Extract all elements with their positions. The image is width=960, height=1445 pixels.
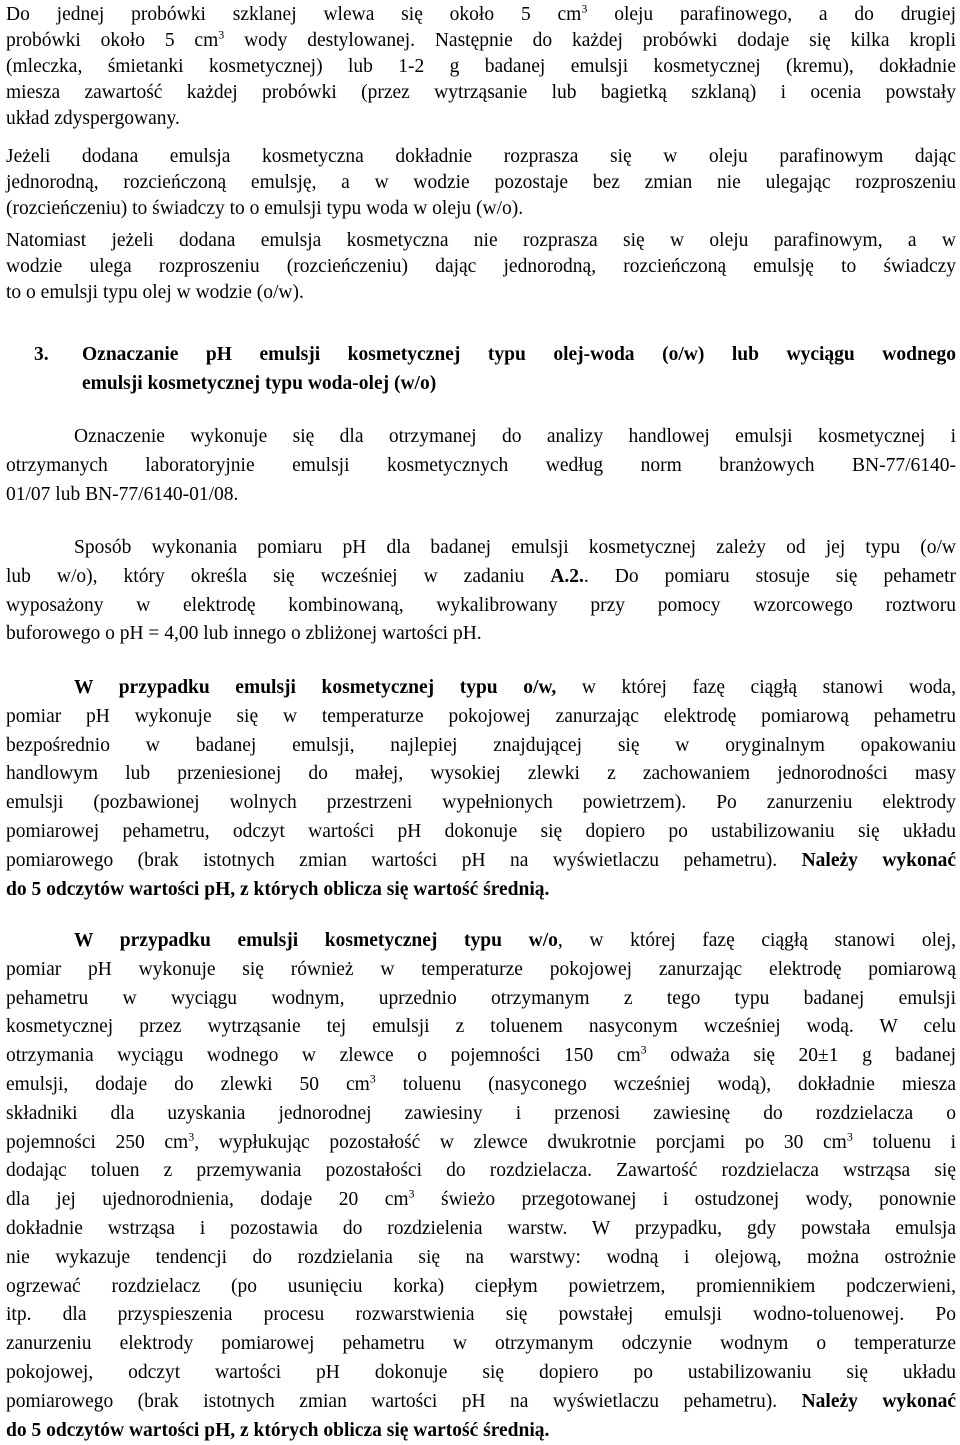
text-line: Jeżeli dodana emulsja kosmetyczna dokładnie rozprasza się w oleju parafinowym dając	[6, 146, 956, 167]
text-line: Sposób wykonania pomiaru pH dla badanej emulsji kosmetycznej zależy od jej typu (o/w	[74, 537, 956, 558]
text-line: dla jej ujednorodnienia, dodaje 20 $cm^3$ świeżo przegotowanej i ostudzonej wody, ponownie	[6, 1186, 956, 1211]
text-line: pomiarowego (brak istotnych zmian wartości pH na wyświetlaczu pehametru). Należy wykonać	[6, 1390, 956, 1412]
text-line: jednorodną, rozcieńczoną emulsję, a w wodzie pozostaje bez zmian nie ulegając rozproszeniu	[6, 172, 956, 193]
text-line: do 5 odczytów wartości pH, z których oblicza się wartość średnią.	[6, 878, 550, 900]
text-line: W przypadku emulsji kosmetycznej typu o/w, w której fazę ciągłą stanowi woda,	[74, 677, 956, 698]
text-line: otrzymanych laboratoryjnie emulsji kosmetycznych według norm branżowych BN-77/6140-	[6, 454, 956, 476]
text-line: do 5 odczytów wartości pH, z których oblicza się wartość średnią.	[6, 1419, 550, 1441]
text-line: dodając toluen z przemywania pozostałości do rozdzielacza. Zawartość rozdzielacza wstrząsa się	[6, 1160, 956, 1182]
text-line: lub w/o), który określa się wcześniej w zadaniu A.2.. Do pomiaru stosuje się pehametr	[6, 565, 956, 587]
text-line: składniki dla uzyskania jednorodnej zawiesiny i przenosi zawiesinę do rozdzielacza o	[6, 1102, 956, 1124]
text-line: pokojowej, odczyt wartości pH dokonuje się dopiero po ustabilizowaniu się układu	[6, 1361, 956, 1383]
text-line: zanurzeniu elektrody pomiarowej pehametru w otrzymanym odczynie wodnym o temperaturze	[6, 1333, 956, 1355]
text-line: emulsji (pozbawionej wolnych przestrzeni wypełnionych powietrzem). Po zanurzeniu elektrody	[6, 792, 956, 814]
text-line: (rozcieńczeniu) to świadczy to o emulsji typu woda w oleju (w/o).	[6, 198, 524, 219]
text-line: układ zdyspergowany.	[6, 108, 180, 129]
paragraph-sample-preparation	[6, 2, 956, 132]
paragraph-wo-result	[6, 144, 956, 222]
text-line: pehametru w wyciągu wodnym, uprzednio otrzymanym z tego typu badanej emulsji	[6, 987, 956, 1009]
heading-line-1: 3. Oznaczanie pH emulsji kosmetycznej typu olej-woda (o/w) lub wyciągu wodnego	[34, 340, 956, 369]
text-line: pomiarowego (brak istotnych zmian wartości pH na wyświetlaczu pehametru). Należy wykonać	[6, 849, 956, 871]
text-line: Oznaczenie wykonuje się dla otrzymanej do analizy handlowej emulsji kosmetycznej i	[74, 426, 956, 447]
text-line: emulsji, dodaje do zlewki 50 $cm^3$ toluenu (nasyconego wcześniej wodą), dokładnie miesza	[6, 1071, 956, 1095]
text-line: pojemności 250 $cm^3$, wypłukując pozostałość w zlewce dwukrotnie porcjami po 30 $cm^3$ toluenu i	[6, 1129, 956, 1153]
text-line: ogrzewać rozdzielacz (po usunięciu korka) ciepłym powietrzem, promiennikiem podczerwieni,	[6, 1275, 956, 1297]
text-line: W przypadku emulsji kosmetycznej typu w/o, w której fazę ciągłą stanowi olej,	[74, 930, 956, 951]
heading-line-2: emulsji kosmetycznej typu woda-olej (w/o)	[82, 373, 437, 394]
text-line: buforowego o pH = 4,00 lub innego o zbliżonej wartości pH.	[6, 623, 482, 645]
text-line: (mleczka, śmietanki kosmetycznej) lub 1-2 g badanej emulsji kosmetycznej (kremu), dokładnie	[6, 56, 956, 77]
text-line: wodzie ulega rozproszeniu (rozcieńczeniu) dając jednorodną, rozcieńczoną emulsję to świadczy	[6, 256, 956, 277]
text-line: to o emulsji typu olej w wodzie (o/w).	[6, 282, 304, 303]
text-line: handlowym lub przeniesionej do małej, wysokiej zlewki z zachowaniem jednorodności masy	[6, 763, 956, 785]
text-line: pomiarowej pehametru, odczyt wartości pH dokonuje się dopiero po ustabilizowaniu się układu	[6, 820, 956, 842]
text-line: wyposażony w elektrodę kombinowaną, wykalibrowany przy pomocy wzorcowego roztworu	[6, 594, 956, 616]
section-heading	[34, 340, 956, 398]
text-line: kosmetycznej przez wytrząsanie tej emulsji z toluenem nasyconym wcześniej wodą. W celu	[6, 1016, 956, 1038]
text-line: 01/07 lub BN-77/6140-01/08.	[6, 483, 239, 505]
text-line: pomiar pH wykonuje się w temperaturze pokojowej zanurzając elektrodę pomiarową pehametru	[6, 705, 956, 727]
text-line: Natomiast jeżeli dodana emulsja kosmetyczna nie rozprasza się w oleju parafinowym, a w	[6, 230, 956, 251]
paragraph-ow-result	[6, 228, 956, 306]
paragraph-ow-procedure	[6, 674, 956, 904]
section-number: 3.	[34, 344, 49, 365]
text-line: probówki około 5 $cm^3$ wody destylowanej. Następnie do każdej probówki dodaje się kilka kropli	[6, 27, 957, 51]
text-line: miesza zawartość każdej probówki (przez wytrząsanie lub bagietką szklaną) i ocenia powstały	[6, 82, 956, 103]
text-line: bezpośrednio w badanej emulsji, najlepiej znajdującej się w oryginalnym opakowaniu	[6, 734, 956, 756]
paragraph-measurement-method	[6, 534, 956, 649]
text-line: dokładnie wstrząsa i pozostawia do rozdzielenia warstw. W przypadku, gdy powstała emulsja	[6, 1217, 956, 1239]
paragraph-wo-procedure	[6, 927, 956, 1445]
text-line: itp. dla przyspieszenia procesu rozwarstwienia się powstałej emulsji wodno-toluenowej. Po	[6, 1304, 956, 1326]
text-line: otrzymania wyciągu wodnego w zlewce o pojemności 150 $cm^3$ odważa się 20±1 g badanej	[6, 1042, 957, 1067]
text-line: Do jednej probówki szklanej wlewa się około 5 $cm^3$ oleju parafinowego, a do drugiej	[6, 1, 956, 25]
paragraph-standards	[6, 423, 956, 509]
text-line: pomiar pH wykonuje się również w temperaturze pokojowej zanurzając elektrodę pomiarową	[6, 958, 956, 980]
text-line: nie wykazuje tendencji do rozdzielania się na warstwy: wodną i olejową, można ostrożnie	[6, 1246, 956, 1268]
